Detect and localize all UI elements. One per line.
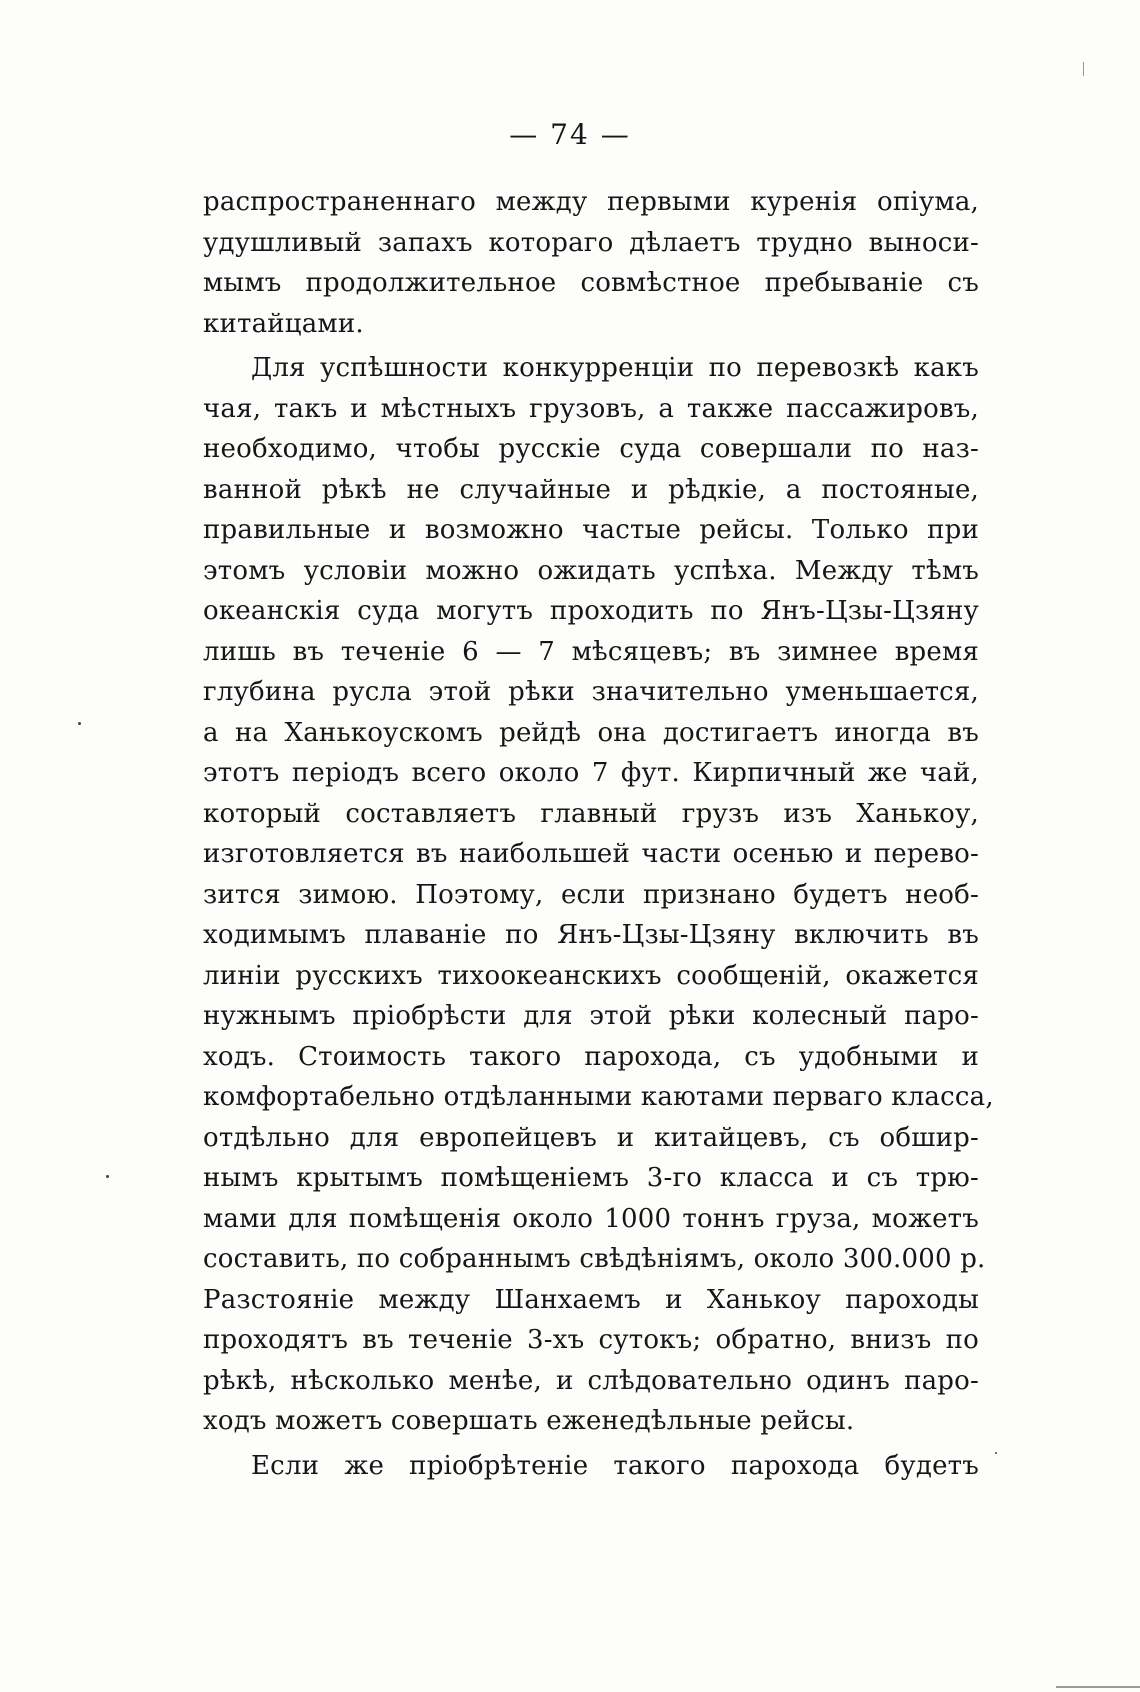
text-line: ванной рѣкѣ не случайные и рѣдкіе, а постояные, (203, 474, 979, 505)
text-line: изготовляется въ наибольшей части осенью и перево- (203, 839, 979, 869)
text-line: китайцами. (203, 308, 364, 339)
scan-speck (106, 1175, 109, 1178)
text-line: мымъ продолжительное совмѣстное пребываніе съ (203, 268, 979, 298)
text-line: Разстояніе между Шанхаемъ и Ханькоу пароходы (203, 1284, 979, 1315)
text-line: лишь въ теченіе 6 — 7 мѣсяцевъ; въ зимнее время (203, 636, 979, 667)
scan-speck (78, 722, 81, 725)
text-line: глубина русла этой рѣки значительно уменьшается, (203, 677, 979, 707)
text-line: чая, такъ и мѣстныхъ грузовъ, а также пассажировъ, (203, 393, 979, 424)
body-text (203, 182, 994, 1486)
text-line: который составляетъ главный грузъ изъ Ханькоу, (203, 798, 979, 829)
text-line: удушливый запахъ котораго дѣлаетъ трудно выноси- (203, 227, 979, 258)
scan-edge-mark (1056, 1686, 1140, 1688)
text-line: проходятъ въ теченіе 3-хъ сутокъ; обратно, внизъ по (203, 1325, 979, 1355)
text-line: мами для помѣщенія около 1000 тоннъ груза, можетъ (203, 1203, 979, 1234)
paragraph-1 (203, 182, 979, 344)
paragraph-2 (203, 348, 994, 1442)
text-line: океанскія суда могутъ проходить по Янъ-Цзы-Цзяну (203, 596, 979, 626)
text-line: этомъ условіи можно ожидать успѣха. Между тѣмъ (203, 555, 979, 586)
scan-speck (995, 1452, 997, 1454)
text-line: зится зимою. Поэтому, если признано будетъ необ- (203, 879, 979, 910)
text-line: Если же пріобрѣтеніе такого парохода будетъ (251, 1450, 979, 1481)
text-line: а на Ханькоускомъ рейдѣ она достигаетъ иногда въ (203, 717, 979, 748)
text-line: рѣкѣ, нѣсколько менѣе, и слѣдовательно одинъ паро- (203, 1365, 979, 1396)
text-line: отдѣльно для европейцевъ и китайцевъ, съ обшир- (203, 1122, 979, 1153)
text-line: составить, по собраннымъ свѣдѣніямъ, около 300.000 р. (203, 1244, 986, 1274)
text-line: ходимымъ плаваніе по Янъ-Цзы-Цзяну включить въ (203, 920, 979, 950)
text-line: нымъ крытымъ помѣщеніемъ 3-го класса и съ трю- (203, 1163, 979, 1193)
text-line: ходъ можетъ совершать еженедѣльные рейсы. (203, 1406, 855, 1436)
text-line: этотъ періодъ всего около 7 фут. Кирпичный же чай, (203, 758, 979, 788)
text-line: линіи русскихъ тихоокеанскихъ сообщеній, окажется (203, 960, 979, 991)
text-line: ходъ. Стоимость такого парохода, съ удобными и (203, 1041, 979, 1072)
text-line: Для успѣшности конкурренціи по перевозкѣ какъ (251, 353, 979, 383)
text-line: правильные и возможно частые рейсы. Только при (203, 515, 979, 545)
text-line: необходимо, чтобы русскіе суда совершали по наз- (203, 434, 979, 464)
text-line: комфортабельно отдѣланными каютами перваго класса, (203, 1082, 994, 1112)
page-number: — 74 — (509, 118, 631, 151)
text-line: нужнымъ пріобрѣсти для этой рѣки колесный паро- (203, 1001, 979, 1031)
scan-edge-mark (1083, 62, 1084, 76)
text-line: распространеннаго между первыми куренія опіума, (203, 187, 979, 217)
paragraph-3 (203, 1446, 979, 1487)
